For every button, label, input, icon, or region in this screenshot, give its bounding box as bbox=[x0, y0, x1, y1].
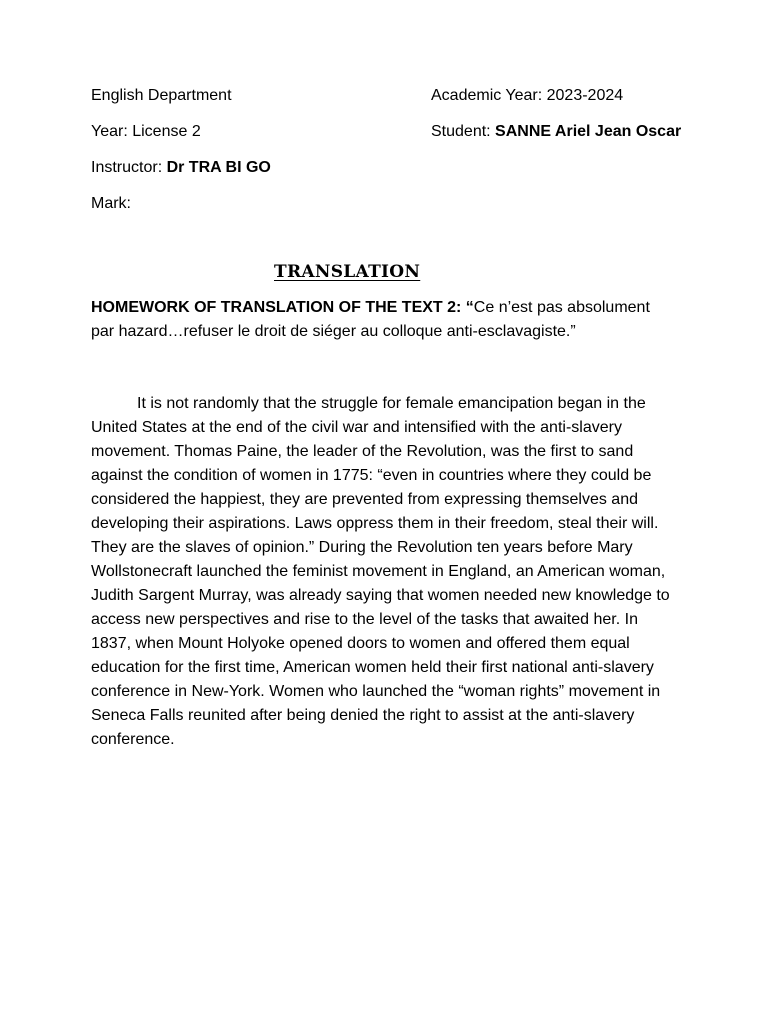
student-label: Student: bbox=[431, 123, 496, 140]
instructor-label: Instructor: bbox=[91, 159, 167, 176]
instructor-name: Dr TRA BI GO bbox=[166, 159, 271, 176]
homework-title: HOMEWORK OF TRANSLATION OF THE TEXT 2: “ bbox=[91, 299, 474, 316]
year-label: Year: License 2 bbox=[91, 123, 201, 140]
homework-quote: Ce n’est pas absolument par hazard…refuser le droit de siéger au colloque anti-esclavagiste.” bbox=[91, 299, 650, 340]
academic-year-label: Academic Year: 2023-2024 bbox=[431, 87, 624, 104]
student-line bbox=[431, 122, 681, 142]
mark-label: Mark: bbox=[91, 195, 131, 212]
translation-paragraph: It is not randomly that the struggle for female emancipation began in the United States at the end of the civil war and intensified with the anti-slavery movement. Thomas Paine, the leader of the Revolution, was the first to sand against the condition of women in 1775: “even in countries where they could be considered the happiest, they are prevented from expressing themselves and developing their aspirations. Laws oppress them in their freedom, steal their will. They are the slaves of opinion.” During the Revolution ten years before Mary Wollstonecraft launched the feminist movement in England, an American woman, Judith Sargent Murray, was already saying that women needed new knowledge to access new perspectives and rise to the level of the tasks that awaited her. In 1837, when Mount Holyoke opened doors to women and offered them equal education for the first time, American women held their first national anti-slavery conference in New-York. Women who launched the “woman rights” movement in Seneca Falls reunited after being denied the right to assist at the anti-slavery conference. bbox=[91, 395, 670, 748]
department-label: English Department bbox=[91, 87, 232, 104]
homework-heading bbox=[91, 296, 676, 344]
document-title: TRANSLATION bbox=[274, 262, 421, 282]
student-name: SANNE Ariel Jean Oscar bbox=[495, 123, 682, 140]
instructor-line bbox=[91, 158, 271, 178]
